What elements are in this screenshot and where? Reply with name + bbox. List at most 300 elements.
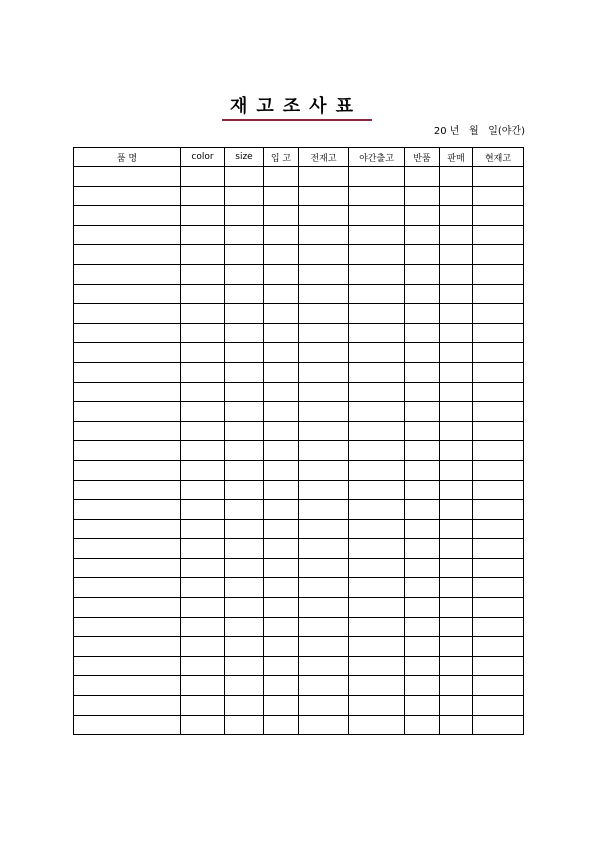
table-cell[interactable] [473, 617, 524, 637]
column-header-item-name: 품 명 [74, 148, 181, 167]
table-cell[interactable] [225, 598, 264, 618]
table-cell[interactable] [405, 264, 440, 284]
table-cell[interactable] [473, 637, 524, 657]
table-cell[interactable] [264, 519, 299, 539]
table-cell[interactable] [181, 245, 225, 265]
table-cell[interactable] [349, 362, 405, 382]
table-cell[interactable] [440, 715, 473, 735]
table-cell[interactable] [299, 206, 349, 226]
table-cell[interactable] [74, 637, 181, 657]
table-cell[interactable] [181, 421, 225, 441]
table-row [74, 500, 524, 520]
table-cell[interactable] [349, 323, 405, 343]
date-line: 20 년 월 일(야간) [433, 126, 525, 137]
table-cell[interactable] [225, 500, 264, 520]
table-cell[interactable] [473, 598, 524, 618]
table-cell[interactable] [440, 343, 473, 363]
table-cell[interactable] [440, 421, 473, 441]
table-cell[interactable] [473, 206, 524, 226]
table-cell[interactable] [225, 676, 264, 696]
table-cell[interactable] [74, 284, 181, 304]
table-cell[interactable] [74, 539, 181, 559]
table-cell[interactable] [349, 519, 405, 539]
table-row [74, 519, 524, 539]
table-cell[interactable] [440, 441, 473, 461]
table-cell[interactable] [74, 441, 181, 461]
table-cell[interactable] [349, 402, 405, 422]
table-cell[interactable] [405, 245, 440, 265]
table-cell[interactable] [405, 558, 440, 578]
table-cell[interactable] [440, 656, 473, 676]
table-cell[interactable] [405, 323, 440, 343]
table-cell[interactable] [473, 362, 524, 382]
table-cell[interactable] [349, 225, 405, 245]
table-cell[interactable] [473, 696, 524, 716]
table-cell[interactable] [225, 206, 264, 226]
table-cell[interactable] [349, 460, 405, 480]
table-cell[interactable] [181, 539, 225, 559]
table-cell[interactable] [264, 696, 299, 716]
table-cell[interactable] [181, 696, 225, 716]
table-cell[interactable] [405, 519, 440, 539]
table-cell[interactable] [299, 715, 349, 735]
table-cell[interactable] [264, 167, 299, 187]
table-cell[interactable] [299, 676, 349, 696]
table-cell[interactable] [225, 186, 264, 206]
table-cell[interactable] [181, 598, 225, 618]
table-cell[interactable] [181, 715, 225, 735]
table-cell[interactable] [440, 637, 473, 657]
table-cell[interactable] [299, 696, 349, 716]
table-cell[interactable] [264, 206, 299, 226]
table-cell[interactable] [225, 382, 264, 402]
table-cell[interactable] [181, 500, 225, 520]
table-cell[interactable] [181, 362, 225, 382]
table-cell[interactable] [181, 480, 225, 500]
table-cell[interactable] [299, 480, 349, 500]
table-cell[interactable] [440, 284, 473, 304]
table-cell[interactable] [74, 225, 181, 245]
title-underline [222, 119, 372, 121]
table-cell[interactable] [74, 206, 181, 226]
table-cell[interactable] [440, 696, 473, 716]
table-cell[interactable] [440, 676, 473, 696]
table-cell[interactable] [440, 323, 473, 343]
table-cell[interactable] [299, 656, 349, 676]
table-cell[interactable] [225, 519, 264, 539]
table-cell[interactable] [405, 304, 440, 324]
table-cell[interactable] [405, 715, 440, 735]
table-cell[interactable] [299, 441, 349, 461]
table-cell[interactable] [181, 206, 225, 226]
table-cell[interactable] [181, 676, 225, 696]
table-cell[interactable] [299, 167, 349, 187]
table-cell[interactable] [181, 284, 225, 304]
table-cell[interactable] [299, 421, 349, 441]
table-cell[interactable] [299, 598, 349, 618]
table-cell[interactable] [440, 382, 473, 402]
table-cell[interactable] [473, 343, 524, 363]
table-cell[interactable] [473, 460, 524, 480]
table-cell[interactable] [181, 186, 225, 206]
table-cell[interactable] [473, 264, 524, 284]
table-cell[interactable] [74, 519, 181, 539]
table-cell[interactable] [299, 637, 349, 657]
table-cell[interactable] [74, 598, 181, 618]
table-row [74, 558, 524, 578]
table-cell[interactable] [225, 304, 264, 324]
table-cell[interactable] [181, 617, 225, 637]
table-cell[interactable] [225, 617, 264, 637]
table-cell[interactable] [225, 402, 264, 422]
table-cell[interactable] [225, 264, 264, 284]
table-cell[interactable] [264, 304, 299, 324]
table-row [74, 460, 524, 480]
table-cell[interactable] [405, 617, 440, 637]
table-row [74, 421, 524, 441]
table-cell[interactable] [264, 480, 299, 500]
table-cell[interactable] [225, 656, 264, 676]
table-cell[interactable] [405, 382, 440, 402]
table-cell[interactable] [264, 715, 299, 735]
table-cell[interactable] [349, 500, 405, 520]
table-cell[interactable] [181, 323, 225, 343]
table-row [74, 225, 524, 245]
table-cell[interactable] [74, 558, 181, 578]
table-cell[interactable] [181, 343, 225, 363]
table-cell[interactable] [225, 715, 264, 735]
table-cell[interactable] [225, 284, 264, 304]
table-cell[interactable] [74, 264, 181, 284]
table-row [74, 186, 524, 206]
table-cell[interactable] [349, 382, 405, 402]
table-cell[interactable] [440, 206, 473, 226]
table-cell[interactable] [74, 617, 181, 637]
table-cell[interactable] [299, 519, 349, 539]
table-row [74, 402, 524, 422]
table-cell[interactable] [299, 343, 349, 363]
table-cell[interactable] [440, 167, 473, 187]
table-row [74, 656, 524, 676]
table-cell[interactable] [349, 284, 405, 304]
table-cell[interactable] [473, 715, 524, 735]
table-cell[interactable] [74, 696, 181, 716]
table-cell[interactable] [473, 539, 524, 559]
table-cell[interactable] [225, 539, 264, 559]
inventory-table [73, 147, 524, 735]
table-cell[interactable] [74, 323, 181, 343]
table-cell[interactable] [225, 558, 264, 578]
table-cell[interactable] [74, 500, 181, 520]
table-cell[interactable] [473, 441, 524, 461]
table-cell[interactable] [440, 402, 473, 422]
table-cell[interactable] [264, 264, 299, 284]
table-row [74, 206, 524, 226]
table-cell[interactable] [225, 421, 264, 441]
table-cell[interactable] [74, 343, 181, 363]
table-cell[interactable] [405, 696, 440, 716]
table-cell[interactable] [225, 362, 264, 382]
table-cell[interactable] [299, 284, 349, 304]
table-cell[interactable] [349, 441, 405, 461]
table-cell[interactable] [74, 656, 181, 676]
table-cell[interactable] [225, 578, 264, 598]
table-cell[interactable] [440, 558, 473, 578]
table-cell[interactable] [405, 598, 440, 618]
table-cell[interactable] [264, 460, 299, 480]
table-cell[interactable] [473, 676, 524, 696]
table-cell[interactable] [405, 402, 440, 422]
table-cell[interactable] [74, 304, 181, 324]
table-cell[interactable] [74, 167, 181, 187]
table-cell[interactable] [440, 617, 473, 637]
table-cell[interactable] [349, 480, 405, 500]
table-cell[interactable] [299, 539, 349, 559]
table-cell[interactable] [225, 696, 264, 716]
table-cell[interactable] [299, 617, 349, 637]
table-cell[interactable] [440, 304, 473, 324]
table-cell[interactable] [181, 264, 225, 284]
table-cell[interactable] [349, 656, 405, 676]
table-cell[interactable] [264, 343, 299, 363]
table-cell[interactable] [181, 519, 225, 539]
table-row [74, 539, 524, 559]
table-cell[interactable] [405, 284, 440, 304]
table-cell[interactable] [405, 206, 440, 226]
table-cell[interactable] [349, 637, 405, 657]
table-cell[interactable] [264, 382, 299, 402]
table-cell[interactable] [299, 558, 349, 578]
column-header-color: color [181, 148, 225, 167]
table-cell[interactable] [299, 323, 349, 343]
table-cell[interactable] [74, 362, 181, 382]
column-header-size: size [225, 148, 264, 167]
table-cell[interactable] [405, 421, 440, 441]
table-cell[interactable] [225, 460, 264, 480]
table-cell[interactable] [405, 656, 440, 676]
table-cell[interactable] [405, 637, 440, 657]
table-cell[interactable] [349, 186, 405, 206]
table-cell[interactable] [405, 186, 440, 206]
table-cell[interactable] [405, 362, 440, 382]
table-row [74, 637, 524, 657]
table-cell[interactable] [349, 167, 405, 187]
column-header-current-stock: 현재고 [473, 148, 524, 167]
table-cell[interactable] [74, 676, 181, 696]
table-cell[interactable] [440, 578, 473, 598]
table-cell[interactable] [264, 441, 299, 461]
table-cell[interactable] [264, 225, 299, 245]
table-cell[interactable] [473, 245, 524, 265]
table-row [74, 598, 524, 618]
table-cell[interactable] [264, 284, 299, 304]
table-cell[interactable] [405, 578, 440, 598]
table-cell[interactable] [181, 402, 225, 422]
table-cell[interactable] [74, 186, 181, 206]
table-cell[interactable] [473, 225, 524, 245]
table-cell[interactable] [473, 402, 524, 422]
table-cell[interactable] [473, 421, 524, 441]
table-cell[interactable] [299, 460, 349, 480]
table-cell[interactable] [299, 186, 349, 206]
table-cell[interactable] [264, 323, 299, 343]
table-cell[interactable] [225, 441, 264, 461]
table-row [74, 284, 524, 304]
table-cell[interactable] [264, 362, 299, 382]
table-cell[interactable] [473, 558, 524, 578]
table-cell[interactable] [74, 245, 181, 265]
table-cell[interactable] [181, 441, 225, 461]
table-cell[interactable] [225, 637, 264, 657]
table-row [74, 304, 524, 324]
table-row [74, 578, 524, 598]
table-cell[interactable] [264, 598, 299, 618]
table-cell[interactable] [299, 578, 349, 598]
table-cell[interactable] [225, 225, 264, 245]
table-cell[interactable] [264, 539, 299, 559]
table-row [74, 167, 524, 187]
header-row [74, 148, 524, 167]
table-cell[interactable] [299, 500, 349, 520]
table-cell[interactable] [405, 441, 440, 461]
table-cell[interactable] [349, 558, 405, 578]
table-cell[interactable] [349, 617, 405, 637]
table-cell[interactable] [440, 598, 473, 618]
table-cell[interactable] [181, 558, 225, 578]
table-cell[interactable] [405, 343, 440, 363]
table-cell[interactable] [74, 460, 181, 480]
table-cell[interactable] [440, 264, 473, 284]
table-cell[interactable] [299, 245, 349, 265]
table-cell[interactable] [225, 167, 264, 187]
table-cell[interactable] [74, 578, 181, 598]
table-cell[interactable] [440, 225, 473, 245]
table-cell[interactable] [264, 558, 299, 578]
table-cell[interactable] [181, 656, 225, 676]
table-row [74, 715, 524, 735]
table-cell[interactable] [473, 186, 524, 206]
table-cell[interactable] [264, 637, 299, 657]
table-cell[interactable] [74, 382, 181, 402]
table-row [74, 696, 524, 716]
table-cell[interactable] [405, 539, 440, 559]
table-cell[interactable] [299, 264, 349, 284]
table-cell[interactable] [299, 382, 349, 402]
table-cell[interactable] [225, 343, 264, 363]
table-cell[interactable] [225, 245, 264, 265]
column-header-stock-in: 입 고 [264, 148, 299, 167]
table-cell[interactable] [473, 323, 524, 343]
table-cell[interactable] [181, 382, 225, 402]
table-cell[interactable] [181, 167, 225, 187]
table-row [74, 480, 524, 500]
table-cell[interactable] [299, 402, 349, 422]
table-row [74, 245, 524, 265]
table-cell[interactable] [440, 480, 473, 500]
column-header-returns: 반품 [405, 148, 440, 167]
table-row [74, 362, 524, 382]
table-cell[interactable] [264, 186, 299, 206]
table-cell[interactable] [74, 480, 181, 500]
table-cell[interactable] [440, 186, 473, 206]
table-cell[interactable] [440, 245, 473, 265]
table-cell[interactable] [181, 637, 225, 657]
table-cell[interactable] [405, 480, 440, 500]
table-cell[interactable] [349, 421, 405, 441]
table-cell[interactable] [440, 519, 473, 539]
table-cell[interactable] [299, 362, 349, 382]
table-cell[interactable] [349, 245, 405, 265]
table-cell[interactable] [473, 167, 524, 187]
table-cell[interactable] [181, 304, 225, 324]
table-cell[interactable] [405, 225, 440, 245]
table-cell[interactable] [349, 304, 405, 324]
table-row [74, 264, 524, 284]
table-cell[interactable] [74, 421, 181, 441]
table-cell[interactable] [225, 480, 264, 500]
document-title: 재고조사표 [230, 96, 362, 117]
table-cell[interactable] [74, 402, 181, 422]
table-cell[interactable] [349, 539, 405, 559]
table-cell[interactable] [473, 382, 524, 402]
table-cell[interactable] [405, 500, 440, 520]
table-cell[interactable] [440, 460, 473, 480]
table-cell[interactable] [264, 578, 299, 598]
table-cell[interactable] [349, 696, 405, 716]
table-cell[interactable] [405, 460, 440, 480]
table-cell[interactable] [473, 519, 524, 539]
table-cell[interactable] [440, 362, 473, 382]
table-cell[interactable] [349, 578, 405, 598]
table-cell[interactable] [405, 167, 440, 187]
column-header-sales: 판매 [440, 148, 473, 167]
table-cell[interactable] [225, 323, 264, 343]
table-cell[interactable] [74, 715, 181, 735]
table-cell[interactable] [405, 676, 440, 696]
table-cell[interactable] [264, 676, 299, 696]
table-cell[interactable] [473, 304, 524, 324]
table-row [74, 323, 524, 343]
table-cell[interactable] [264, 500, 299, 520]
table-cell[interactable] [349, 715, 405, 735]
table-cell[interactable] [181, 578, 225, 598]
table-cell[interactable] [264, 421, 299, 441]
table-cell[interactable] [349, 206, 405, 226]
table-cell[interactable] [473, 500, 524, 520]
table-cell[interactable] [181, 225, 225, 245]
table-body [74, 167, 524, 735]
table-row [74, 343, 524, 363]
table-cell[interactable] [299, 225, 349, 245]
table-cell[interactable] [264, 402, 299, 422]
table-cell[interactable] [264, 245, 299, 265]
table-cell[interactable] [299, 304, 349, 324]
table-cell[interactable] [181, 460, 225, 480]
table-cell[interactable] [473, 578, 524, 598]
table-cell[interactable] [473, 656, 524, 676]
table-cell[interactable] [349, 598, 405, 618]
table-cell[interactable] [264, 617, 299, 637]
table-cell[interactable] [473, 284, 524, 304]
table-cell[interactable] [264, 656, 299, 676]
table-cell[interactable] [473, 480, 524, 500]
table-cell[interactable] [349, 264, 405, 284]
table-cell[interactable] [349, 676, 405, 696]
table-cell[interactable] [440, 500, 473, 520]
table-cell[interactable] [440, 539, 473, 559]
table-row [74, 441, 524, 461]
table-cell[interactable] [349, 343, 405, 363]
